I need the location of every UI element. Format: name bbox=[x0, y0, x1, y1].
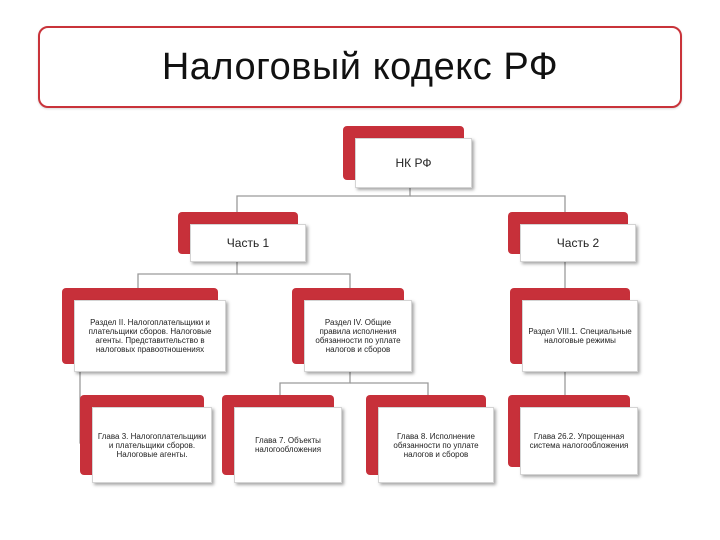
node-part1 bbox=[178, 212, 306, 262]
node-section4 bbox=[292, 288, 412, 372]
node-chapter3-label: Глава 3. Налогоплательщики и плательщики сборов. Налоговые агенты. bbox=[92, 407, 212, 483]
connector-root-part2 bbox=[410, 196, 565, 212]
node-section8-1 bbox=[510, 288, 638, 372]
node-chapter8-label: Глава 8. Исполнение обязанности по уплате налогов и сборов bbox=[378, 407, 494, 483]
node-root-label: НК РФ bbox=[355, 138, 472, 188]
node-root bbox=[343, 126, 472, 188]
connector-part1-section4 bbox=[237, 274, 350, 288]
node-chapter3 bbox=[80, 395, 212, 483]
node-part2 bbox=[508, 212, 636, 262]
node-part2-label: Часть 2 bbox=[520, 224, 636, 262]
connector-section4-chapters bbox=[280, 372, 350, 395]
connector-section4-chapter8 bbox=[350, 383, 428, 395]
diagram-title: Налоговый кодекс РФ bbox=[161, 45, 559, 88]
connector-root-part1 bbox=[237, 188, 410, 212]
node-chapter8 bbox=[366, 395, 494, 483]
node-chapter7 bbox=[222, 395, 342, 483]
connector-part1-sections bbox=[138, 262, 237, 288]
node-section8-1-label: Раздел VIII.1. Специальные налоговые режимы bbox=[522, 300, 638, 372]
node-section2-label: Раздел II. Налогоплательщики и плательщики сборов. Налоговые агенты. Представительство в налоговых правоотношениях bbox=[74, 300, 226, 372]
node-section4-label: Раздел IV. Общие правила исполнения обязанности по уплате налогов и сборов bbox=[304, 300, 412, 372]
node-chapter26-2 bbox=[508, 395, 638, 475]
node-section2 bbox=[62, 288, 226, 372]
node-part1-label: Часть 1 bbox=[190, 224, 306, 262]
node-chapter26-2-label: Глава 26.2. Упрощенная система налогообложения bbox=[520, 407, 638, 475]
node-chapter7-label: Глава 7. Объекты налогообложения bbox=[234, 407, 342, 483]
